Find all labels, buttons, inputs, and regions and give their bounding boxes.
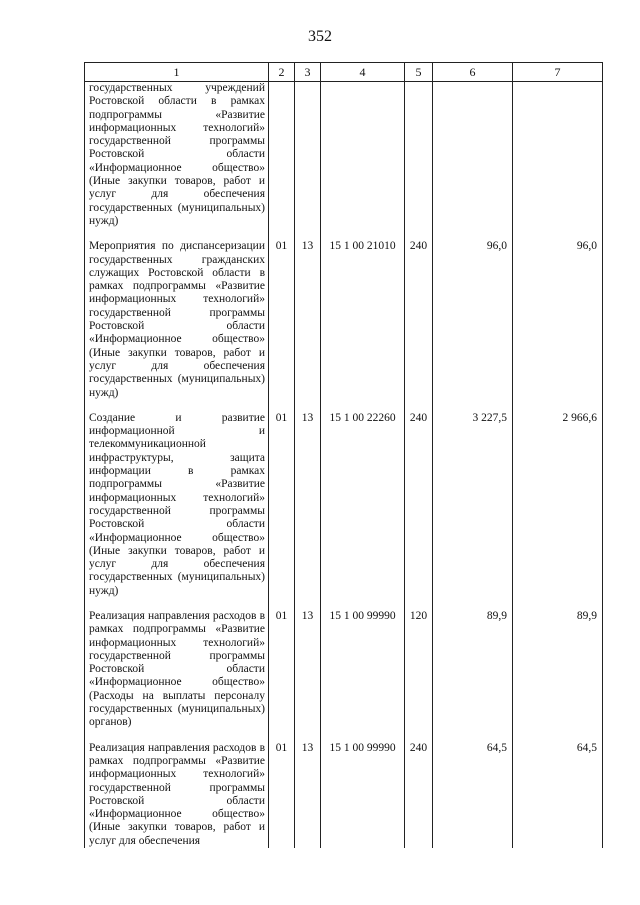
row-spacer (85, 730, 603, 742)
row-name: государственных учреждений Ростовской области в рамках подпрограммы «Развитие информационных технологий» государственной программы Ростовской области «Информационное общество» (Иные закупки товаров, работ и услуг для обеспечения государственных (муниципальных) нужд) (85, 82, 269, 229)
row-section: 01 (269, 412, 295, 598)
row-spacer (85, 598, 603, 610)
row-amount-2: 96,0 (513, 240, 603, 400)
row-amount-2: 2 966,6 (513, 412, 603, 598)
row-name: Реализация направления расходов в рамках подпрограммы «Развитие информационных технологий» государственной программы Ростовской области «Информационное общество» (Иные закупки товаров, работ и услуг для обеспечения (85, 742, 269, 848)
row-spacer (85, 228, 603, 240)
row-amount-1: 89,9 (433, 610, 513, 730)
row-expense-type: 240 (405, 742, 433, 848)
row-name: Мероприятия по диспансеризации государственных гражданских служащих Ростовской области в рамках подпрограммы «Развитие информационных технологий» государственной программы Ростовской области «Информационное общество» (Иные закупки товаров, работ и услуг для обеспечения государственных (муниципальных) нужд) (85, 240, 269, 400)
table-row (85, 610, 603, 730)
table-row (85, 82, 603, 229)
row-section: 01 (269, 742, 295, 848)
row-amount-2: 64,5 (513, 742, 603, 848)
column-header-7: 7 (513, 63, 603, 82)
row-target-article: 15 1 00 99990 (321, 610, 405, 730)
row-target-article (321, 82, 405, 229)
row-name: Создание и развитие информационной и телекоммуникационной инфраструктуры, защита информации в рамках подпрограммы «Развитие информационных технологий» государственной программы Ростовской области «Информационное общество» (Иные закупки товаров, работ и услуг для обеспечения государственных (муниципальных) нужд) (85, 412, 269, 598)
column-header-3: 3 (295, 63, 321, 82)
column-header-5: 5 (405, 63, 433, 82)
page-number: 352 (308, 28, 332, 45)
row-expense-type (405, 82, 433, 229)
row-subsection: 13 (295, 742, 321, 848)
row-target-article: 15 1 00 21010 (321, 240, 405, 400)
row-amount-2: 89,9 (513, 610, 603, 730)
column-header-2: 2 (269, 63, 295, 82)
row-expense-type: 240 (405, 412, 433, 598)
table-row (85, 240, 603, 400)
row-spacer (85, 400, 603, 412)
row-section (269, 82, 295, 229)
row-section: 01 (269, 610, 295, 730)
row-subsection (295, 82, 321, 229)
row-amount-1: 64,5 (433, 742, 513, 848)
row-target-article: 15 1 00 99990 (321, 742, 405, 848)
budget-table (84, 62, 603, 848)
table-row (85, 412, 603, 598)
table-row (85, 742, 603, 848)
row-amount-1: 3 227,5 (433, 412, 513, 598)
row-name: Реализация направления расходов в рамках подпрограммы «Развитие информационных технологий» государственной программы Ростовской области «Информационное общество» (Расходы на выплаты персоналу государственных (муниципальных) органов) (85, 610, 269, 730)
row-amount-2 (513, 82, 603, 229)
column-header-6: 6 (433, 63, 513, 82)
column-header-4: 4 (321, 63, 405, 82)
row-section: 01 (269, 240, 295, 400)
row-target-article: 15 1 00 22260 (321, 412, 405, 598)
column-header-1: 1 (85, 63, 269, 82)
row-subsection: 13 (295, 240, 321, 400)
table-header-row (85, 63, 603, 82)
row-amount-1: 96,0 (433, 240, 513, 400)
row-expense-type: 240 (405, 240, 433, 400)
row-expense-type: 120 (405, 610, 433, 730)
row-subsection: 13 (295, 610, 321, 730)
row-subsection: 13 (295, 412, 321, 598)
row-amount-1 (433, 82, 513, 229)
